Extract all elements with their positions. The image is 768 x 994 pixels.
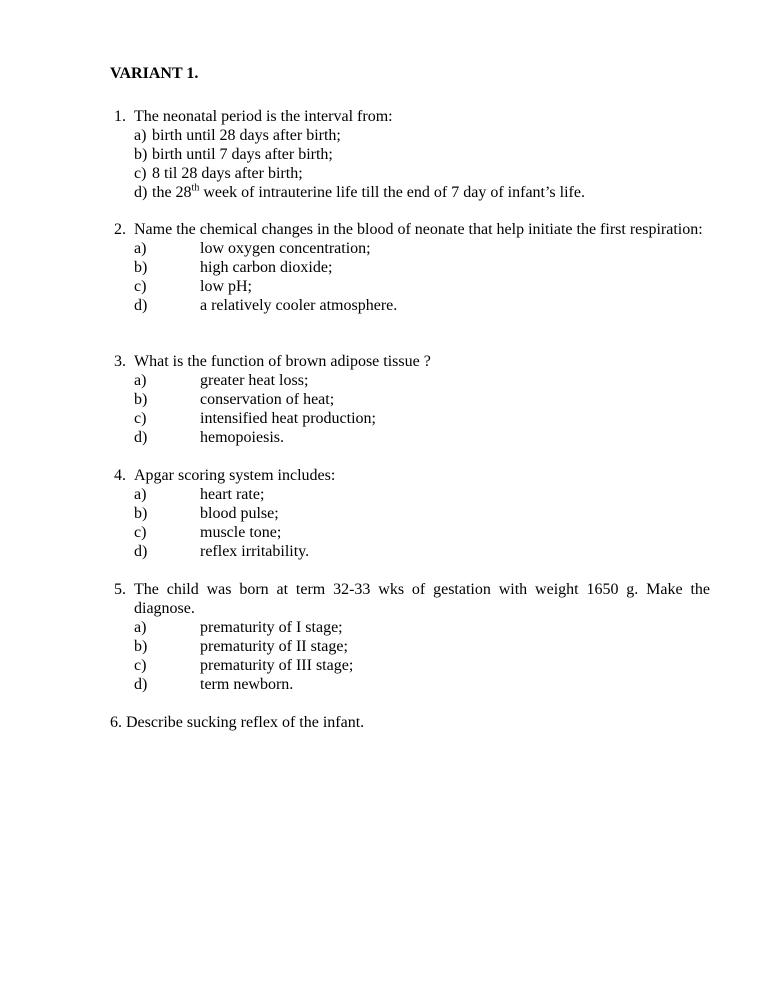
option-label: c) <box>134 524 147 541</box>
option-label: c) <box>134 657 147 674</box>
option-label: c) <box>134 278 147 295</box>
option-c <box>134 523 710 542</box>
option-c <box>134 164 710 183</box>
option-text: birth until 7 days after birth; <box>152 146 333 163</box>
option-text: birth until 28 days after birth; <box>152 127 341 144</box>
options-list <box>134 126 710 202</box>
options-list <box>134 618 710 694</box>
option-text: prematurity of II stage; <box>200 638 348 655</box>
question-text: Describe sucking reflex of the infant. <box>126 714 365 731</box>
option-label: d) <box>134 184 148 201</box>
option-d <box>134 296 710 315</box>
option-text: heart rate; <box>200 486 265 503</box>
option-c <box>134 409 710 428</box>
option-text: greater heat loss; <box>200 372 309 389</box>
option-text: high carbon dioxide; <box>200 259 333 276</box>
question-text: What is the function of brown adipose tissue ? <box>134 353 431 370</box>
option-label: a) <box>134 486 147 503</box>
option-label: b) <box>134 505 148 522</box>
options-list <box>134 239 710 315</box>
question-text: Name the chemical changes in the blood of neonate that help initiate the first respiration: <box>134 221 703 238</box>
option-text: intensified heat production; <box>200 410 376 427</box>
option-label: b) <box>134 146 148 163</box>
question-number: 6. <box>110 714 122 731</box>
question-1 <box>114 107 710 202</box>
option-text-end: week of intrauterine life till the end of 7 day of infant’s life. <box>199 184 585 201</box>
option-label: b) <box>134 391 148 408</box>
options-list <box>134 485 710 561</box>
question-6 <box>110 713 364 732</box>
option-label: d) <box>134 429 148 446</box>
option-label: a) <box>134 127 147 144</box>
option-d <box>134 428 710 447</box>
option-d <box>134 675 710 694</box>
option-label: d) <box>134 297 148 314</box>
option-a <box>134 371 710 390</box>
option-b <box>134 637 710 656</box>
question-5 <box>114 580 710 694</box>
option-text: a relatively cooler atmosphere. <box>200 297 398 314</box>
option-a <box>134 239 710 258</box>
option-label: b) <box>134 259 148 276</box>
option-label: a) <box>134 240 147 257</box>
option-text: hemopoiesis. <box>200 429 284 446</box>
option-a <box>134 485 710 504</box>
option-text: 8 til 28 days after birth; <box>152 165 303 182</box>
question-3 <box>114 352 710 447</box>
question-text: The neonatal period is the interval from: <box>134 108 393 125</box>
question-number: 2. <box>114 221 126 238</box>
option-label: a) <box>134 619 147 636</box>
option-text: blood pulse; <box>200 505 279 522</box>
options-list <box>134 371 710 447</box>
option-b <box>134 145 710 164</box>
option-label: d) <box>134 543 148 560</box>
option-label: a) <box>134 372 147 389</box>
option-text: reflex irritability. <box>200 543 310 560</box>
option-text: low oxygen concentration; <box>200 240 371 257</box>
option-a <box>134 126 710 145</box>
option-text: prematurity of III stage; <box>200 657 354 674</box>
option-c <box>134 656 710 675</box>
option-b <box>134 390 710 409</box>
option-text: prematurity of I stage; <box>200 619 343 636</box>
option-text: low pH; <box>200 278 252 295</box>
question-text: Apgar scoring system includes: <box>134 467 336 484</box>
option-text: muscle tone; <box>200 524 282 541</box>
ordinal-superscript: th <box>191 182 200 194</box>
option-label: c) <box>134 410 147 427</box>
question-text: The child was born at term 32-33 wks of gestation with weight 1650 g. Make the diagnose. <box>134 581 710 617</box>
option-c <box>134 277 710 296</box>
option-b <box>134 258 710 277</box>
option-label: c) <box>134 165 147 182</box>
question-number: 1. <box>114 108 126 125</box>
option-text: conservation of heat; <box>200 391 335 408</box>
option-label: b) <box>134 638 148 655</box>
question-number: 3. <box>114 353 126 370</box>
option-text: term newborn. <box>200 676 294 693</box>
option-d <box>134 183 710 202</box>
option-b <box>134 504 710 523</box>
question-4 <box>114 466 710 561</box>
option-text-start: the 28 <box>152 184 192 201</box>
option-d <box>134 542 710 561</box>
question-number: 4. <box>114 467 126 484</box>
option-a <box>134 618 710 637</box>
option-text <box>152 183 585 202</box>
page-title: VARIANT 1. <box>110 65 199 82</box>
question-number: 5. <box>114 581 126 598</box>
question-2 <box>114 220 710 315</box>
option-label: d) <box>134 676 148 693</box>
